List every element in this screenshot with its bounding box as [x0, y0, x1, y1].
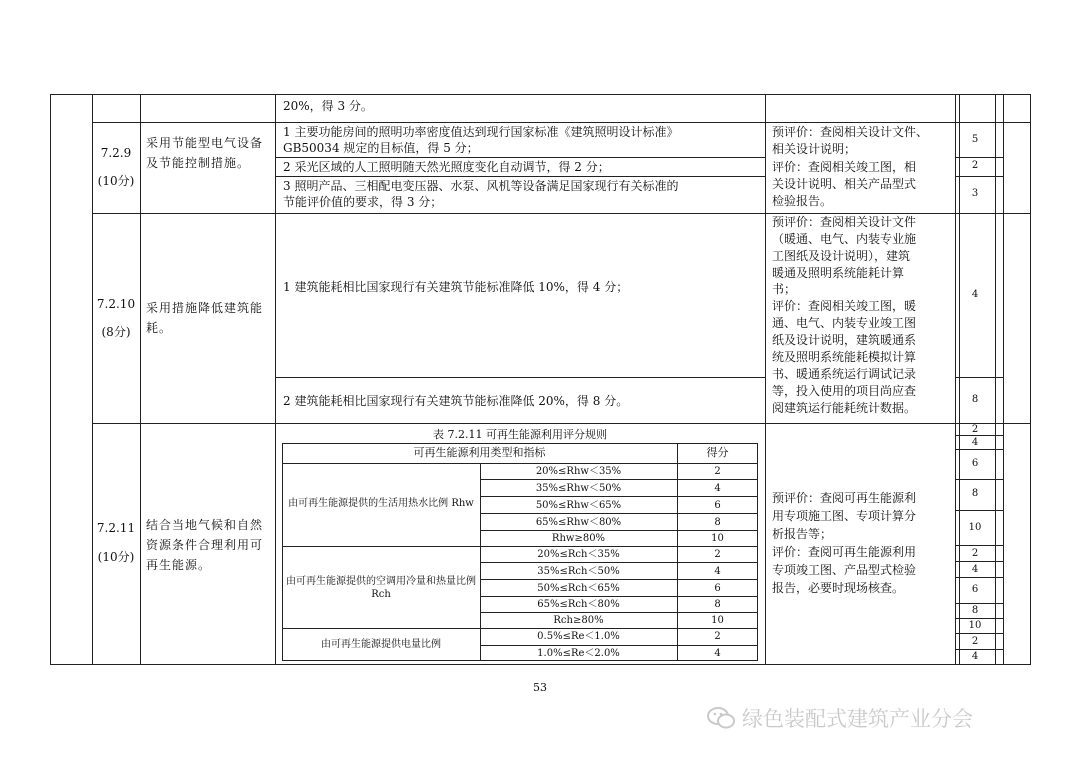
score-value: 6: [971, 458, 979, 469]
table-cell-range: 1.0%≤Re＜2.0%: [537, 648, 620, 659]
table-cell-range: 0.5%≤Re＜1.0%: [537, 631, 620, 642]
table-cell-score: 8: [714, 599, 721, 610]
clause-id: 7.2.9: [100, 146, 132, 160]
criteria-line: 1 主要功能房间的照明功率密度值达到现行国家标准《建筑照明设计标准》: [283, 125, 679, 139]
clause-id: 7.2.11: [96, 521, 136, 535]
evaluation-line: 评价：查阅可再生能源利用: [772, 545, 917, 559]
evaluation-line: 评价：查阅相关竣工图，暖: [772, 299, 917, 313]
clause-points: (8分): [101, 325, 131, 339]
score-value: 5: [971, 134, 979, 145]
table-header-score: 得分: [706, 446, 729, 459]
criteria-tail-text: 20%，得 3 分。: [283, 99, 373, 113]
table-cell-score: 6: [714, 583, 721, 594]
evaluation-line: 相关设计说明；: [772, 142, 857, 156]
evaluation-line: 专项竣工图、产品型式检验: [772, 563, 917, 577]
evaluation-line: 统及照明系统能耗模拟计算: [772, 350, 917, 364]
score-value: 8: [971, 488, 979, 499]
table-group-label: 由可再生能源提供电量比例: [321, 639, 441, 650]
evaluation-line: 预评价：查阅相关设计文件: [772, 215, 917, 229]
clause-title: 结合当地气候和自然资源条件合理利用可再生能源。: [146, 518, 264, 572]
page-number: 53: [533, 681, 547, 694]
evaluation-line: 析报告等；: [772, 527, 833, 541]
score-value: 3: [971, 188, 979, 199]
criteria-line: 2 采光区域的人工照明随天然光照度变化自动调节，得 2 分；: [283, 160, 610, 174]
evaluation-line: 用专项施工图、专项计算分: [772, 509, 917, 523]
table-cell-range: 50%≤Rhw＜65%: [535, 500, 622, 511]
score-value: 4: [971, 564, 979, 575]
evaluation-line: 检验报告。: [772, 194, 833, 208]
score-value: 8: [971, 605, 979, 616]
score-value: 2: [971, 160, 979, 171]
evaluation-line: 书；: [772, 282, 797, 296]
evaluation-line: 评价：查阅相关竣工图，相: [772, 160, 917, 174]
evaluation-line: 通、电气、内装专业竣工图: [772, 316, 917, 330]
table-group-label: 由可再生能源提供的空调用冷量和热量比例 Rch: [286, 576, 476, 600]
table-cell-score: 2: [714, 466, 721, 477]
evaluation-line: 纸及设计说明，建筑暖通系: [772, 333, 917, 347]
score-value: 4: [971, 289, 979, 300]
table-cell-score: 2: [714, 549, 721, 560]
table-cell-range: 35%≤Rch＜50%: [537, 566, 620, 577]
evaluation-line: 工图纸及设计说明），建筑: [772, 249, 911, 263]
criteria-line: 3 照明产品、三相配电变压器、水泵、风机等设备满足国家现行有关标准的: [283, 179, 679, 193]
evaluation-line: 报告，必要时现场核查。: [772, 581, 905, 595]
evaluation-line: 书、暖通系统运行调试记录: [772, 367, 917, 381]
table-cell-score: 4: [714, 566, 721, 577]
table-cell-score: 6: [714, 500, 721, 511]
table-cell-range: 65%≤Rch＜80%: [537, 599, 620, 610]
clause-id: 7.2.10: [96, 297, 136, 311]
clause-title: 采用节能型电气设备及节能控制措施。: [146, 136, 264, 170]
evaluation-line: 关设计说明、相关产品型式: [772, 177, 917, 191]
score-value: 2: [971, 548, 979, 559]
table-cell-range: Rch≥80%: [553, 615, 604, 626]
table-cell-range: 35%≤Rhw＜50%: [535, 483, 622, 494]
evaluation-line: 暖通及照明系统能耗计算: [772, 266, 905, 280]
criteria-line: GB50034 规定的目标值，得 5 分；: [283, 141, 479, 155]
score-value: 10: [968, 620, 982, 631]
criteria-line: 1 建筑能耗相比国家现行有关建筑节能标准降低 10%，得 4 分；: [283, 280, 629, 294]
score-value: 2: [971, 636, 979, 647]
score-value: 6: [971, 584, 979, 595]
watermark-text: 绿色装配式建筑产业分会: [742, 707, 973, 731]
table-cell-range: 20%≤Rch＜35%: [537, 549, 620, 560]
evaluation-line: 等，投入使用的项目尚应查: [772, 384, 917, 398]
score-value: 8: [971, 394, 979, 405]
evaluation-line: 阅建筑运行能耗统计数据。: [772, 401, 917, 415]
table-cell-score: 10: [711, 615, 724, 626]
score-value: 4: [971, 437, 979, 448]
clause-points: (10分): [97, 174, 135, 188]
table-cell-score: 4: [714, 648, 721, 659]
table-group-label: 由可再生能源提供的生活用热水比例 Rhw: [288, 498, 474, 509]
evaluation-line: 预评价：查阅可再生能源利: [772, 491, 917, 505]
table-caption: 表 7.2.11 可再生能源利用评分规则: [433, 428, 607, 441]
score-value: 10: [968, 522, 982, 533]
table-cell-score: 8: [714, 517, 721, 528]
table-cell-score: 2: [714, 631, 721, 642]
table-header-type: 可再生能源利用类型和指标: [413, 446, 546, 459]
table-cell-range: 50%≤Rch＜65%: [537, 583, 620, 594]
table-cell-range: 65%≤Rhw＜80%: [535, 517, 622, 528]
table-cell-range: 20%≤Rhw＜35%: [535, 466, 622, 477]
criteria-line: 节能评价值的要求，得 3 分；: [283, 195, 443, 209]
table-cell-range: Rhw≥80%: [551, 533, 606, 544]
wechat-icon: [706, 706, 736, 730]
clause-title: 采用措施降低建筑能耗。: [146, 301, 264, 335]
score-value: 2: [971, 424, 979, 435]
evaluation-line: 预评价：查阅相关设计文件、: [772, 125, 929, 139]
evaluation-line: （暖通、电气、内装专业施: [772, 232, 917, 246]
table-cell-score: 10: [711, 533, 724, 544]
score-value: 4: [971, 651, 979, 662]
criteria-line: 2 建筑能耗相比国家现行有关建筑节能标准降低 20%，得 8 分。: [283, 394, 629, 408]
clause-points: (10分): [97, 550, 135, 564]
table-cell-score: 4: [714, 483, 721, 494]
